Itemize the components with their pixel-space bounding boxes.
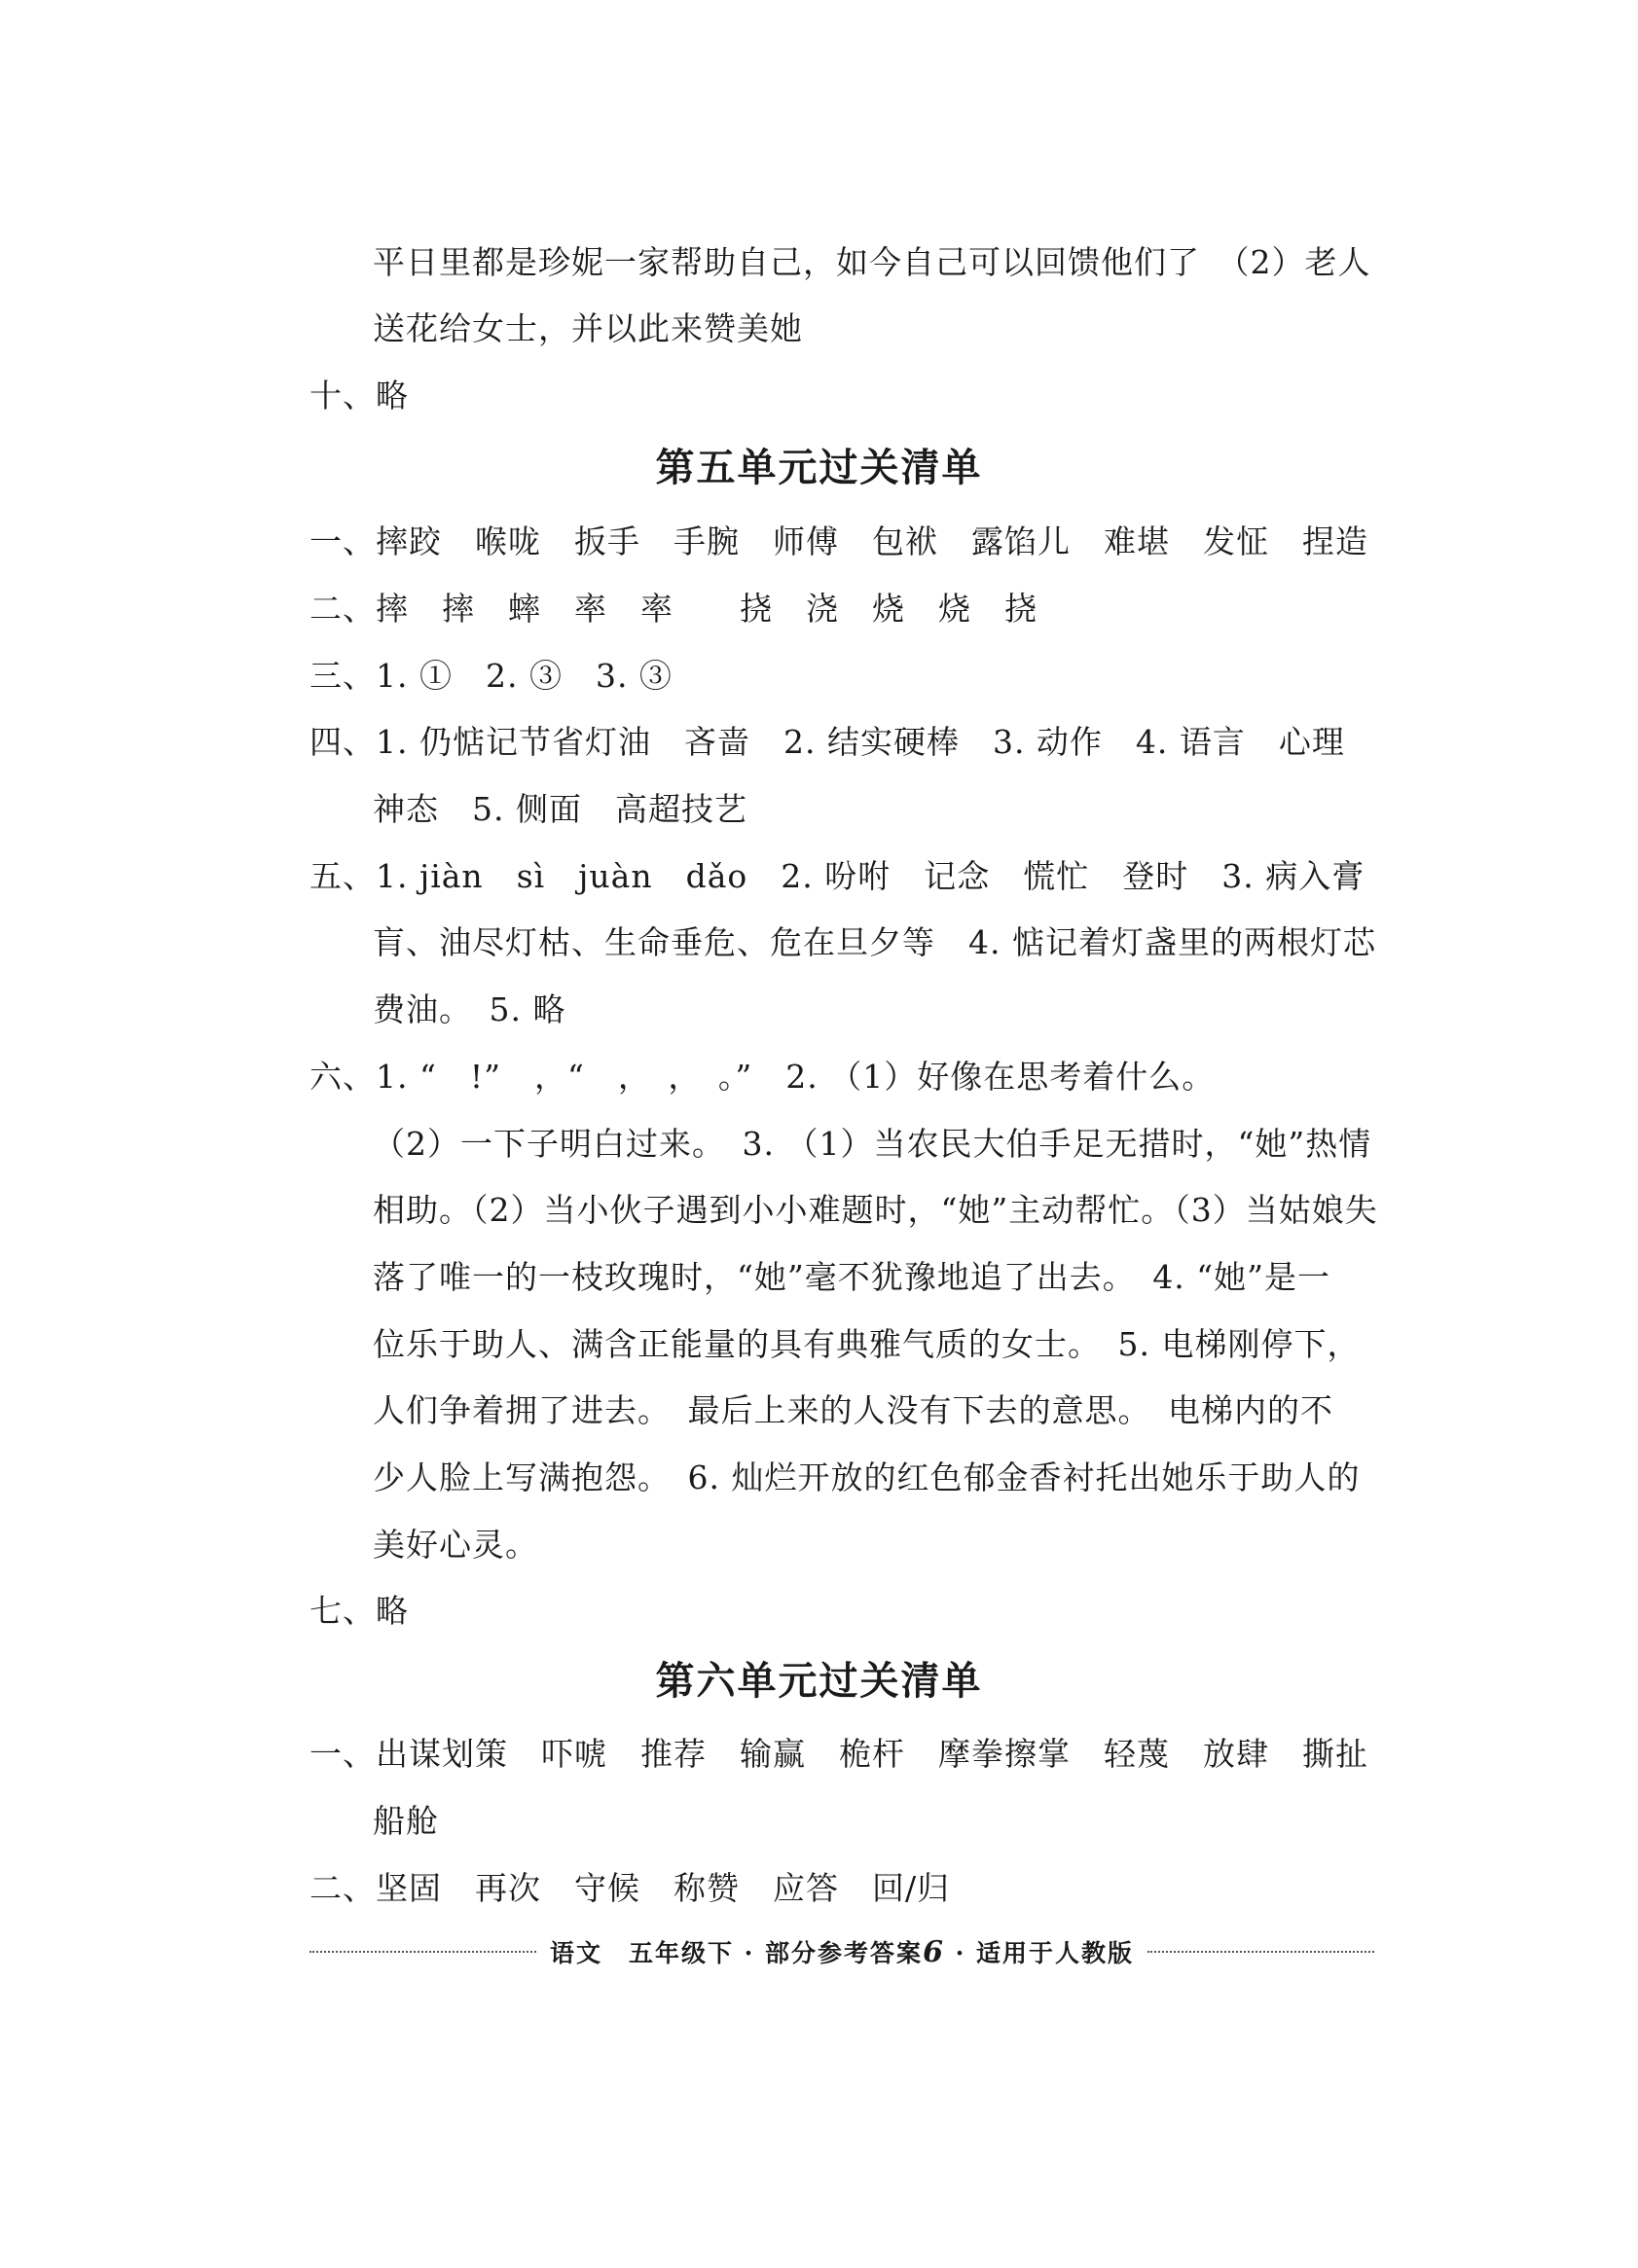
page-footer xyxy=(309,1932,1374,1971)
answer-line: 三、1. ① 2. ③ 3. ③ xyxy=(309,657,673,695)
answer-line: 落了唯一的一枝玫瑰时，“她”毫不犹豫地追了出去。 4. “她”是一 xyxy=(373,1258,1330,1296)
answer-line: 相助。（2）当小伙子遇到小小难题时，“她”主动帮忙。（3）当姑娘失 xyxy=(373,1191,1378,1229)
answer-line: 七、略 xyxy=(309,1592,409,1630)
answer-line: 一、摔跤 喉咙 扳手 手腕 师傅 包袱 露馅儿 难堪 发怔 捏造 xyxy=(309,522,1368,560)
answer-line: 十、略 xyxy=(309,377,409,414)
footer-edition: · 适用于人教版 xyxy=(944,1939,1135,1967)
answer-line: 船舱 xyxy=(373,1802,439,1840)
answer-line: 神态 5. 侧面 高超技艺 xyxy=(373,790,747,828)
footer-divider-right xyxy=(1147,1951,1374,1953)
answer-line: 费油。 5. 略 xyxy=(373,990,566,1028)
footer-subject: 语文 五年级下 · 部分参考答案 xyxy=(549,1939,924,1967)
answer-line: 一、出谋划策 吓唬 推荐 输赢 桅杆 摩拳擦掌 轻蔑 放肆 撕扯 xyxy=(309,1735,1368,1773)
footer-text xyxy=(536,1934,1147,1969)
answer-line: 送花给女士，并以此来赞美她 xyxy=(373,309,803,347)
answer-line: （2）一下子明白过来。 3. （1）当农民大伯手足无措时，“她”热情 xyxy=(373,1125,1372,1163)
answer-line: 美好心灵。 xyxy=(373,1526,538,1564)
answer-line: 六、1. “ !” ，“ ， ， 。” 2. （1）好像在思考着什么。 xyxy=(309,1058,1216,1096)
answer-line: 人们争着拥了进去。 最后上来的人没有下去的意思。 电梯内的不 xyxy=(373,1391,1333,1429)
answer-line: 二、摔 摔 蟀 率 率 挠 浇 烧 烧 挠 xyxy=(309,590,1037,628)
answer-line: 二、坚固 再次 守候 称赞 应答 回/归 xyxy=(309,1869,951,1907)
footer-divider-left xyxy=(309,1951,536,1953)
answer-line: 平日里都是珍妮一家帮助自己，如今自己可以回馈他们了 （2）老人 xyxy=(373,243,1371,281)
answer-line: 位乐于助人、满含正能量的具有典雅气质的女士。 5. 电梯刚停下， xyxy=(373,1325,1361,1363)
section-title-unit6: 第六单元过关清单 xyxy=(655,1658,983,1704)
answer-line: 四、1. 仍惦记节省灯油 吝啬 2. 结实硬棒 3. 动作 4. 语言 心理 xyxy=(309,723,1345,761)
answer-line: 五、1. jiàn sì juàn dǎo 2. 吩咐 记念 慌忙 登时 3. 病入膏 xyxy=(309,857,1365,895)
answer-line: 少人脸上写满抱怨。 6. 灿烂开放的红色郁金香衬托出她乐于助人的 xyxy=(373,1458,1361,1496)
section-title-unit5: 第五单元过关清单 xyxy=(655,445,983,490)
page-number: 6 xyxy=(923,1935,945,1969)
answer-line: 肓、油尽灯枯、生命垂危、危在旦夕等 4. 惦记着灯盏里的两根灯芯 xyxy=(373,923,1376,961)
